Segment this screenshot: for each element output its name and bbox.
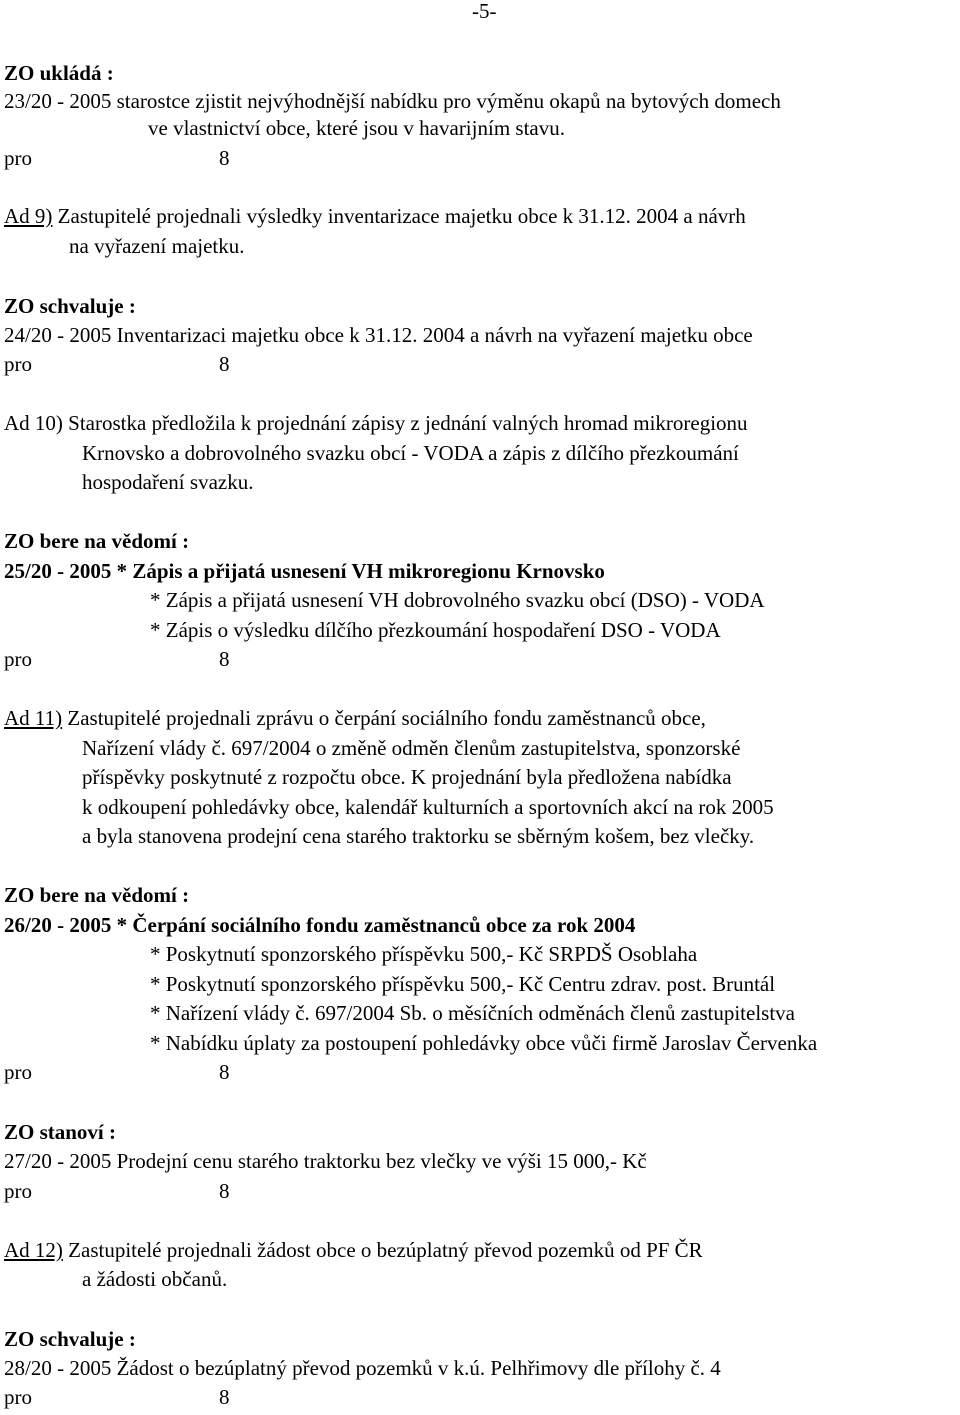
s6-pro: pro [4, 1385, 32, 1409]
ad11-line3: příspěvky poskytnuté z rozpočtu obce. K projednání byla předložena nabídka [82, 765, 732, 789]
s2-heading: ZO schvaluje : [4, 294, 136, 318]
s1-heading: ZO ukládá : [4, 61, 114, 85]
s1-line2: ve vlastnictví obce, které jsou v havarijním stavu. [148, 116, 565, 140]
s5-line1: 27/20 - 2005 Prodejní cenu starého traktorku bez vlečky ve výši 15 000,- Kč [4, 1149, 647, 1173]
s5-heading: ZO stanoví : [4, 1120, 117, 1144]
ad12-line1 [4, 1237, 703, 1263]
ad11-label: Ad 11) [4, 706, 63, 730]
s3-line2: * Zápis a přijatá usnesení VH dobrovolného svazku obcí (DSO) - VODA [150, 588, 765, 612]
s6-heading: ZO schvaluje : [4, 1327, 136, 1351]
ad11-line1 [4, 705, 706, 731]
ad11-line2: Nařízení vlády č. 697/2004 o změně odměn členům zastupitelstva, sponzorské [82, 736, 741, 760]
s5-votes: 8 [219, 1179, 230, 1203]
ad10-line2: Krnovsko a dobrovolného svazku obcí - VODA a zápis z dílčího přezkoumání [82, 441, 739, 465]
s6-line1: 28/20 - 2005 Žádost o bezúplatný převod pozemků v k.ú. Pelhřimovy dle přílohy č. 4 [4, 1356, 721, 1380]
ad12-line2: a žádosti občanů. [82, 1267, 228, 1291]
ad9-line2: na vyřazení majetku. [69, 234, 245, 258]
s4-heading: ZO bere na vědomí : [4, 883, 190, 907]
s1-line1: 23/20 - 2005 starostce zjistit nejvýhodnější nabídku pro výměnu okapů na bytových domech [4, 89, 781, 113]
s3-votes: 8 [219, 647, 230, 671]
ad11-line4: k odkoupení pohledávky obce, kalendář kulturních a sportovních akcí na rok 2005 [82, 795, 774, 819]
ad9-line1 [4, 203, 746, 229]
ad9-text: Zastupitelé projednali výsledky inventarizace majetku obce k 31.12. 2004 a návrh [57, 204, 746, 228]
s1-pro: pro [4, 146, 32, 170]
s4-pro: pro [4, 1060, 32, 1084]
s4-line5: * Nabídku úplaty za postoupení pohledávky obce vůči firmě Jaroslav Červenka [150, 1031, 818, 1055]
s5-pro: pro [4, 1179, 32, 1203]
ad12-label: Ad 12) [4, 1238, 63, 1262]
s2-pro: pro [4, 352, 32, 376]
s3-heading: ZO bere na vědomí : [4, 529, 190, 553]
ad9-label: Ad 9) [4, 204, 53, 228]
ad10-line3: hospodaření svazku. [82, 470, 254, 494]
s4-line3: * Poskytnutí sponzorského příspěvku 500,- Kč Centru zdrav. post. Bruntál [150, 972, 776, 996]
s2-line1: 24/20 - 2005 Inventarizaci majetku obce k 31.12. 2004 a návrh na vyřazení majetku obce [4, 323, 753, 347]
s4-line2: * Poskytnutí sponzorského příspěvku 500,- Kč SRPDŠ Osoblaha [150, 942, 698, 966]
ad10-line1: Ad 10) Starostka předložila k projednání zápisy z jednání valných hromad mikroregionu [4, 411, 748, 435]
page-number: -5- [472, 0, 497, 23]
s6-votes: 8 [219, 1385, 230, 1409]
s4-line4: * Nařízení vlády č. 697/2004 Sb. o měsíčních odměnách členů zastupitelstva [150, 1001, 795, 1025]
ad11-line5: a byla stanovena prodejní cena starého traktorku se sběrným košem, bez vlečky. [82, 824, 755, 848]
s3-line3: * Zápis o výsledku dílčího přezkoumání hospodaření DSO - VODA [150, 618, 721, 642]
s4-line1: 26/20 - 2005 * Čerpání sociálního fondu zaměstnanců obce za rok 2004 [4, 913, 636, 937]
s4-votes: 8 [219, 1060, 230, 1084]
s1-votes: 8 [219, 146, 230, 170]
s3-pro: pro [4, 647, 32, 671]
ad11-text: Zastupitelé projednali zprávu o čerpání sociálního fondu zaměstnanců obce, [67, 706, 706, 730]
s2-votes: 8 [219, 352, 230, 376]
ad12-text: Zastupitelé projednali žádost obce o bezúplatný převod pozemků od PF ČR [68, 1238, 703, 1262]
s3-line1: 25/20 - 2005 * Zápis a přijatá usnesení VH mikroregionu Krnovsko [4, 559, 605, 583]
